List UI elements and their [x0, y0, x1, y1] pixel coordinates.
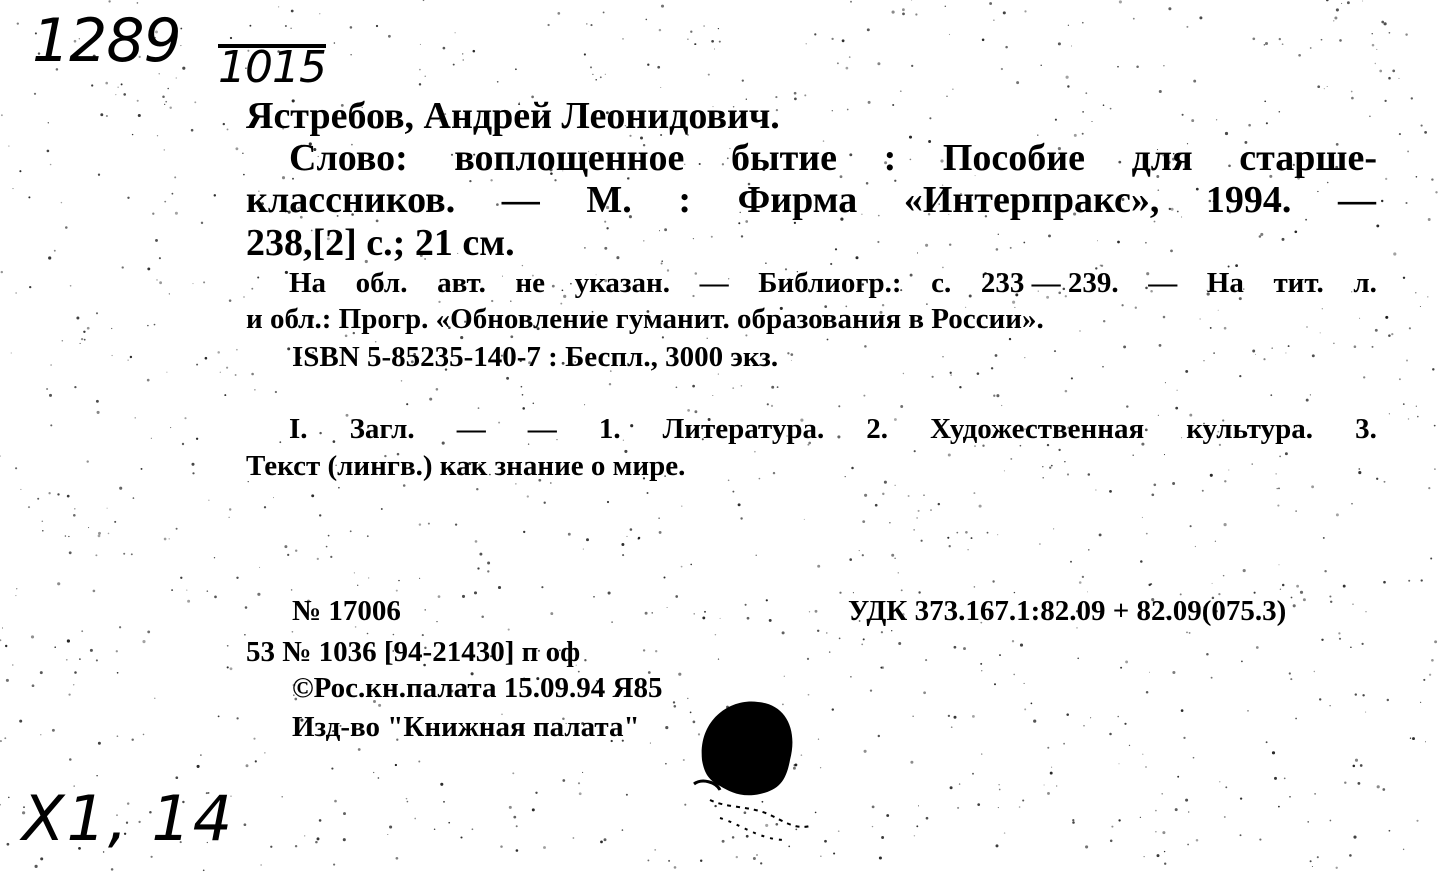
handwritten-shelf-mark: X1, 14	[22, 782, 235, 855]
registration-line: 53 № 1036 [94-21430] п оф	[246, 636, 581, 668]
word: «Интерпракс»,	[903, 179, 1160, 221]
isbn-line: ISBN 5-85235-140-7 : Беспл., 3000 экз.	[292, 341, 779, 373]
word: старше-	[1239, 137, 1377, 179]
word: На	[289, 267, 327, 299]
word: Слово:	[289, 137, 408, 179]
word: обл.	[355, 267, 408, 299]
subject-index-line-1	[289, 413, 1377, 446]
word: культура.	[1186, 413, 1314, 445]
word: для	[1131, 137, 1193, 179]
word: авт.	[437, 267, 486, 299]
ink-blot-stain	[690, 690, 830, 860]
word: Загл.	[349, 413, 415, 445]
word: воплощенное	[454, 137, 685, 179]
word: —	[501, 179, 540, 221]
publisher-line: Изд-во "Книжная палата"	[292, 711, 640, 743]
word: Пособие	[942, 137, 1086, 179]
word: —	[699, 267, 729, 299]
word: Литература.	[662, 413, 825, 445]
note-line-2: и обл.: Прогр. «Обновление гуманит. образования в России».	[246, 303, 1044, 335]
word: —	[1337, 179, 1376, 221]
word: :	[678, 179, 691, 221]
word: 2.	[866, 413, 889, 445]
word: 233 — 239.	[980, 267, 1119, 299]
word: 1994.	[1205, 179, 1292, 221]
word: классников.	[246, 179, 456, 221]
word: бытие	[730, 137, 838, 179]
word: I.	[289, 413, 308, 445]
author-heading: Ястребов, Андрей Леонидович.	[246, 95, 780, 137]
word: с.	[931, 267, 952, 299]
subject-index-line-2: Текст (лингв.) как знание о мире.	[246, 450, 686, 482]
card-number: № 17006	[292, 595, 401, 627]
word: :	[883, 137, 897, 179]
word: 3.	[1355, 413, 1377, 445]
handwritten-call-number: 1289	[32, 6, 181, 76]
word: Фирма	[737, 179, 858, 221]
word: не	[515, 267, 546, 299]
word: —	[527, 413, 557, 445]
title-line-2	[246, 178, 1376, 222]
note-line-1	[289, 267, 1377, 300]
word: тит.	[1273, 267, 1324, 299]
title-line-3: 238,[2] с.; 21 см.	[246, 222, 515, 264]
word: л.	[1353, 267, 1377, 299]
word: указан.	[574, 267, 670, 299]
word: На	[1206, 267, 1244, 299]
book-chamber-line: ©Рос.кн.палата 15.09.94 Я85	[292, 672, 663, 704]
udc-classification: УДК 373.167.1:82.09 + 82.09(075.3)	[848, 595, 1287, 627]
word: Библиогр.:	[758, 267, 902, 299]
title-line-1	[289, 136, 1377, 180]
word: —	[456, 413, 486, 445]
word: М.	[586, 179, 632, 221]
word: —	[1148, 267, 1178, 299]
word: Художественная	[930, 413, 1145, 445]
word: 1.	[598, 413, 621, 445]
handwritten-inventory-number: 1015	[218, 42, 326, 93]
